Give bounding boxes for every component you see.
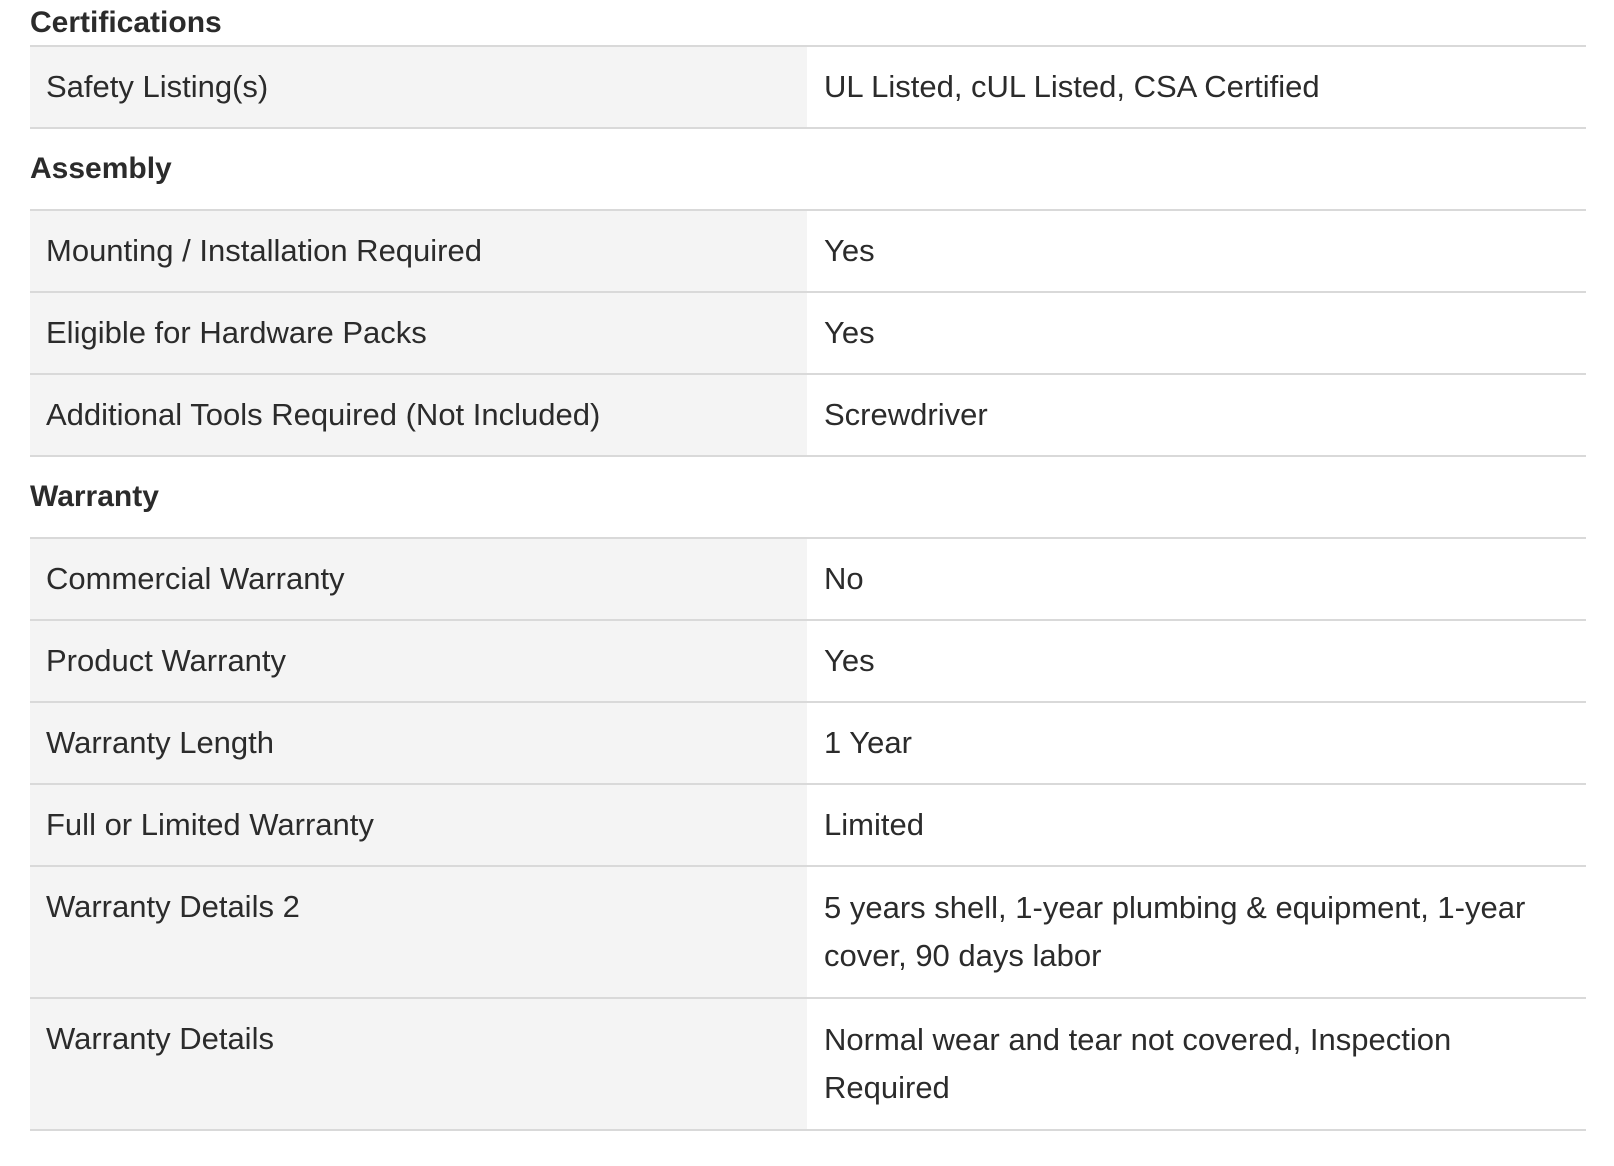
spec-name: Additional Tools Required (Not Included) [30, 374, 807, 456]
spec-name: Safety Listing(s) [30, 46, 807, 128]
spec-value: 1 Year [807, 702, 1586, 784]
spec-value: Limited [807, 784, 1586, 866]
spec-name: Mounting / Installation Required [30, 210, 807, 292]
spec-value: UL Listed, cUL Listed, CSA Certified [807, 46, 1586, 128]
section-warranty [30, 457, 1586, 1131]
spec-name: Full or Limited Warranty [30, 784, 807, 866]
spec-value: Screwdriver [807, 374, 1586, 456]
spec-row-warranty-details [30, 998, 1586, 1130]
spec-row-full-or-limited [30, 784, 1586, 866]
spec-table [30, 209, 1586, 457]
section-title: Certifications [30, 6, 222, 39]
spec-value: Yes [807, 210, 1586, 292]
spec-name: Commercial Warranty [30, 538, 807, 620]
spec-row-warranty-length [30, 702, 1586, 784]
spec-value: Yes [807, 620, 1586, 702]
spec-row-safety-listings [30, 46, 1586, 128]
spec-name: Warranty Length [30, 702, 807, 784]
section-assembly [30, 129, 1586, 457]
section-title: Assembly [30, 152, 172, 185]
spec-row-mounting-installation [30, 210, 1586, 292]
spec-table [30, 45, 1586, 129]
spec-row-additional-tools [30, 374, 1586, 456]
spec-row-hardware-packs [30, 292, 1586, 374]
spec-row-commercial-warranty [30, 538, 1586, 620]
spec-row-product-warranty [30, 620, 1586, 702]
spec-row-warranty-details-2 [30, 866, 1586, 998]
spec-value: 5 years shell, 1-year plumbing & equipment, 1-year cover, 90 days labor [807, 866, 1586, 998]
spec-table [30, 537, 1586, 1131]
spec-name: Product Warranty [30, 620, 807, 702]
spec-name: Eligible for Hardware Packs [30, 292, 807, 374]
spec-value: No [807, 538, 1586, 620]
spec-value: Normal wear and tear not covered, Inspection Required [807, 998, 1586, 1130]
spec-name: Warranty Details 2 [30, 866, 807, 998]
section-certifications [30, 0, 1586, 129]
specifications-panel [30, 0, 1586, 1131]
section-title: Warranty [30, 480, 159, 513]
spec-name: Warranty Details [30, 998, 807, 1130]
spec-value: Yes [807, 292, 1586, 374]
